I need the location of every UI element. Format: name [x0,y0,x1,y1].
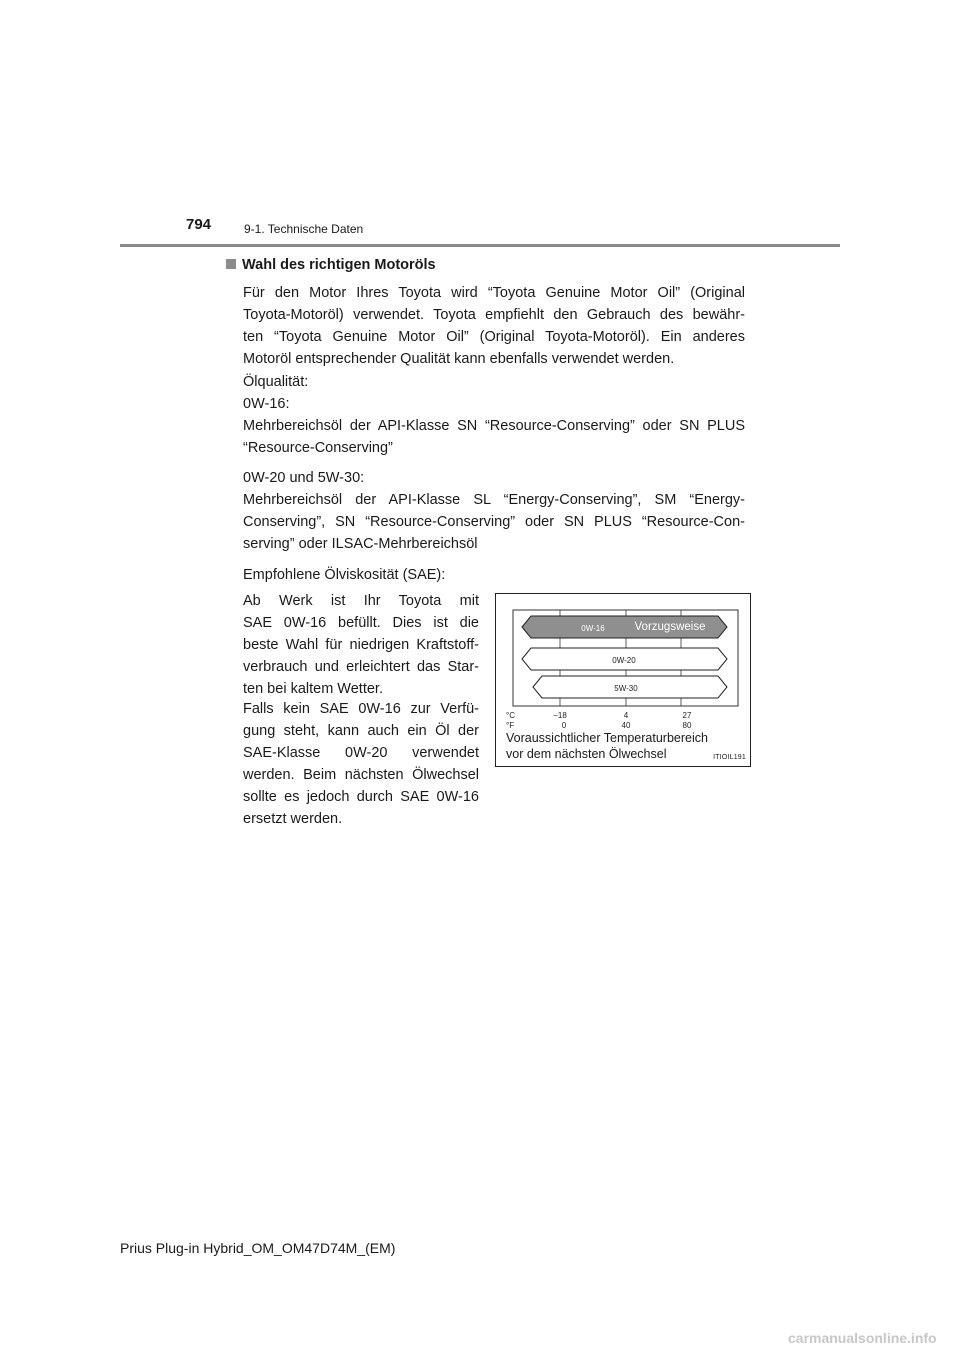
viscosity-temperature-diagram [495,593,751,767]
text-line: ersetzt werden. [243,811,343,827]
text-line: beste Wahl für niedrigen Kraftstoff- [243,637,479,653]
tick-label-f: 40 [621,721,631,730]
text-line: Mehrbereichsöl der API-Klasse SL “Energy-Conserving”, SM “Energy- [243,492,745,508]
oil-0w20-5w30-spec [243,467,745,555]
text-line: sollte es jedoch durch SAE 0W-16 [243,789,479,805]
text-line: werden. Beim nächsten Ölwechsel [243,767,479,783]
section-title: 9-1. Technische Daten [244,222,364,236]
factory-fill-paragraph [243,590,479,700]
text-line: Conserving”, SN “Resource-Conserving” oder SN PLUS “Resource-Con- [243,514,745,530]
text-line: Motoröl entsprechender Qualität kann ebenfalls verwendet werden. [243,351,675,367]
text-line: gung steht, kann auch ein Öl der [243,723,479,739]
text-line: Ab Werk ist Ihr Toyota mit [243,593,479,609]
text-line: SAE 0W-16 befüllt. Dies ist die [243,615,479,631]
figure-code: ITIOIL191 [713,754,746,761]
tick-label-c: −18 [553,711,567,720]
square-bullet-icon [226,259,236,269]
text-line: verbrauch und erleichtert das Star- [243,659,479,675]
tick-label-f: 0 [561,721,567,730]
intro-paragraph [243,282,745,370]
bar-label-0w16: 0W-16 [581,624,605,633]
text-line: Mehrbereichsöl der API-Klasse SN “Resource-Conserving” oder SN PLUS [243,418,745,434]
oil-quality-label: Ölqualität: [243,374,309,390]
text-line: SAE-Klasse 0W-20 verwendet [243,745,479,761]
tick-label-f: 80 [682,721,692,730]
text-line: Falls kein SAE 0W-16 zur Verfü- [243,701,479,717]
viscosity-label: Empfohlene Ölviskosität (SAE): [243,567,446,583]
section-heading [226,257,436,273]
header-rule [120,244,840,247]
text-line: “Resource-Conserving” [243,440,393,456]
caption-line: vor dem nächsten Ölwechsel [506,747,667,761]
text-line: 0W-16: [243,396,290,412]
caption-line: Voraussichtlicher Temperaturbereich [506,731,708,745]
text-line: Für den Motor Ihres Toyota wird “Toyota Genuine Motor Oil” (Original [243,285,745,301]
tick-label-c: 4 [623,711,629,720]
text-line: 0W-20 und 5W-30: [243,470,365,486]
bar-label-5w30: 5W-30 [614,684,638,693]
fallback-paragraph [243,698,479,830]
heading-text: Wahl des richtigen Motoröls [242,257,436,273]
preferred-tag: Vorzugsweise [634,621,706,633]
bar-label-0w20: 0W-20 [612,656,636,665]
text-line: serving” oder ILSAC-Mehrbereichsöl [243,536,478,552]
watermark: carmanualsonline.info [788,1330,937,1346]
footer-document-id: Prius Plug-in Hybrid_OM_OM47D74M_(EM) [120,1240,396,1256]
oil-0w16-spec [243,393,745,459]
page-number: 794 [186,216,212,233]
fahrenheit-unit-label: °F [506,721,515,730]
text-line: Toyota-Motoröl) verwendet. Toyota empfiehlt den Gebrauch des bewähr- [243,307,745,323]
text-line: ten bei kaltem Wetter. [243,681,383,697]
text-line: ten “Toyota Genuine Motor Oil” (Original Toyota-Motoröl). Ein anderes [243,329,745,345]
tick-label-c: 27 [682,711,692,720]
celsius-unit-label: °C [506,711,515,720]
figure-caption [506,730,708,762]
